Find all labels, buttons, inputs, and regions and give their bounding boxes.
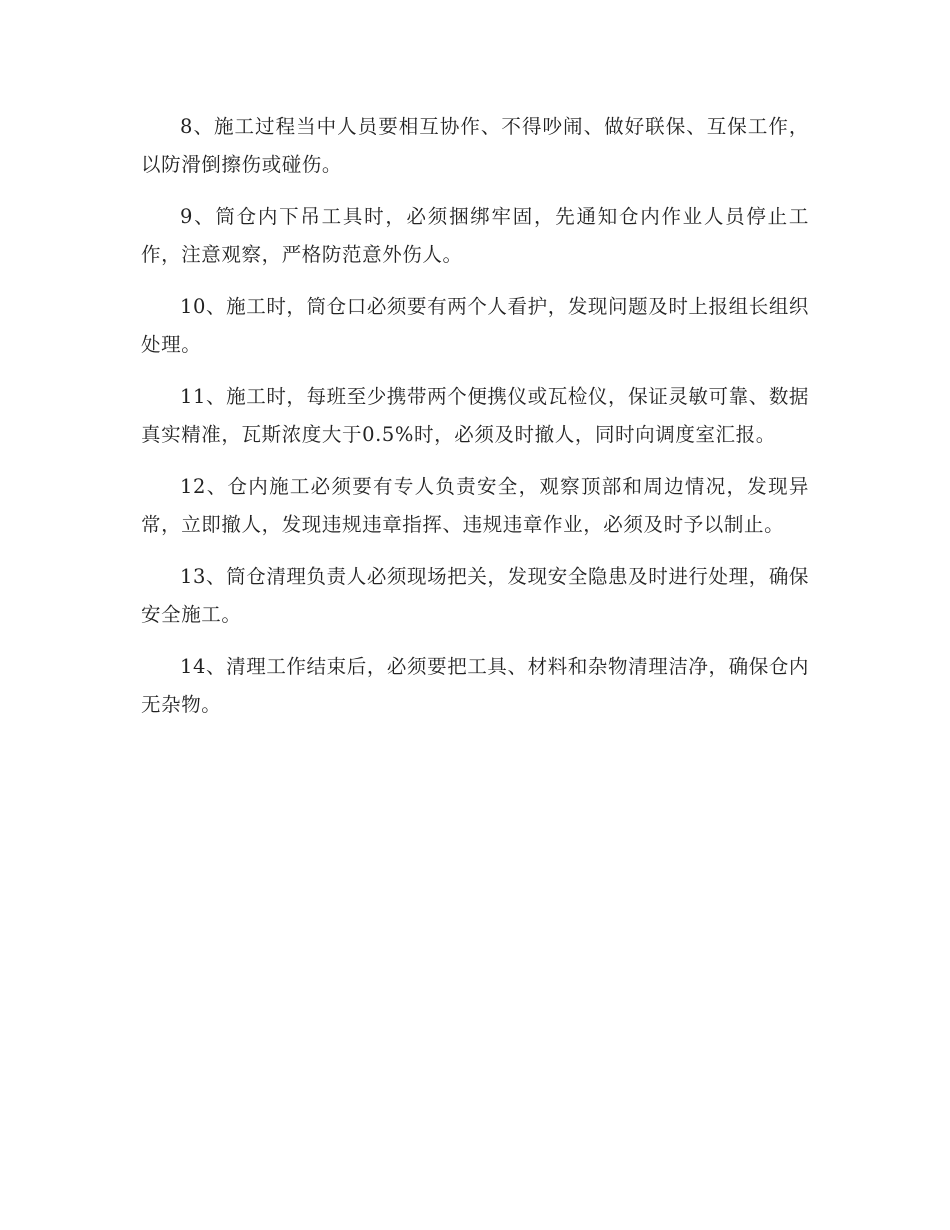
paragraph-item-9: 9、筒仓内下吊工具时，必须捆绑牢固，先通知仓内作业人员停止工作，注意观察，严格防范意外伤人。	[141, 205, 809, 266]
paragraph-item-13: 13、筒仓清理负责人必须现场把关，发现安全隐患及时进行处理，确保安全施工。	[141, 565, 810, 626]
paragraph-item-12: 12、仓内施工必须要有专人负责安全，观察顶部和周边情况，发现异常，立即撤人，发现违规违章指挥、违规违章作业，必须及时予以制止。	[141, 475, 809, 536]
paragraph-item-10: 10、施工时，筒仓口必须要有两个人看护，发现问题及时上报组长组织处理。	[141, 295, 810, 356]
paragraph-item-8: 8、施工过程当中人员要相互协作、不得吵闹、做好联保、互保工作，以防滑倒擦伤或碰伤。	[141, 115, 809, 176]
paragraph-item-14: 14、清理工作结束后，必须要把工具、材料和杂物清理洁净，确保仓内无杂物。	[141, 655, 810, 716]
paragraph-item-11: 11、施工时，每班至少携带两个便携仪或瓦检仪，保证灵敏可靠、数据真实精准，瓦斯浓度大于0.5%时，必须及时撤人，同时向调度室汇报。	[141, 385, 810, 446]
document-body	[141, 108, 809, 738]
